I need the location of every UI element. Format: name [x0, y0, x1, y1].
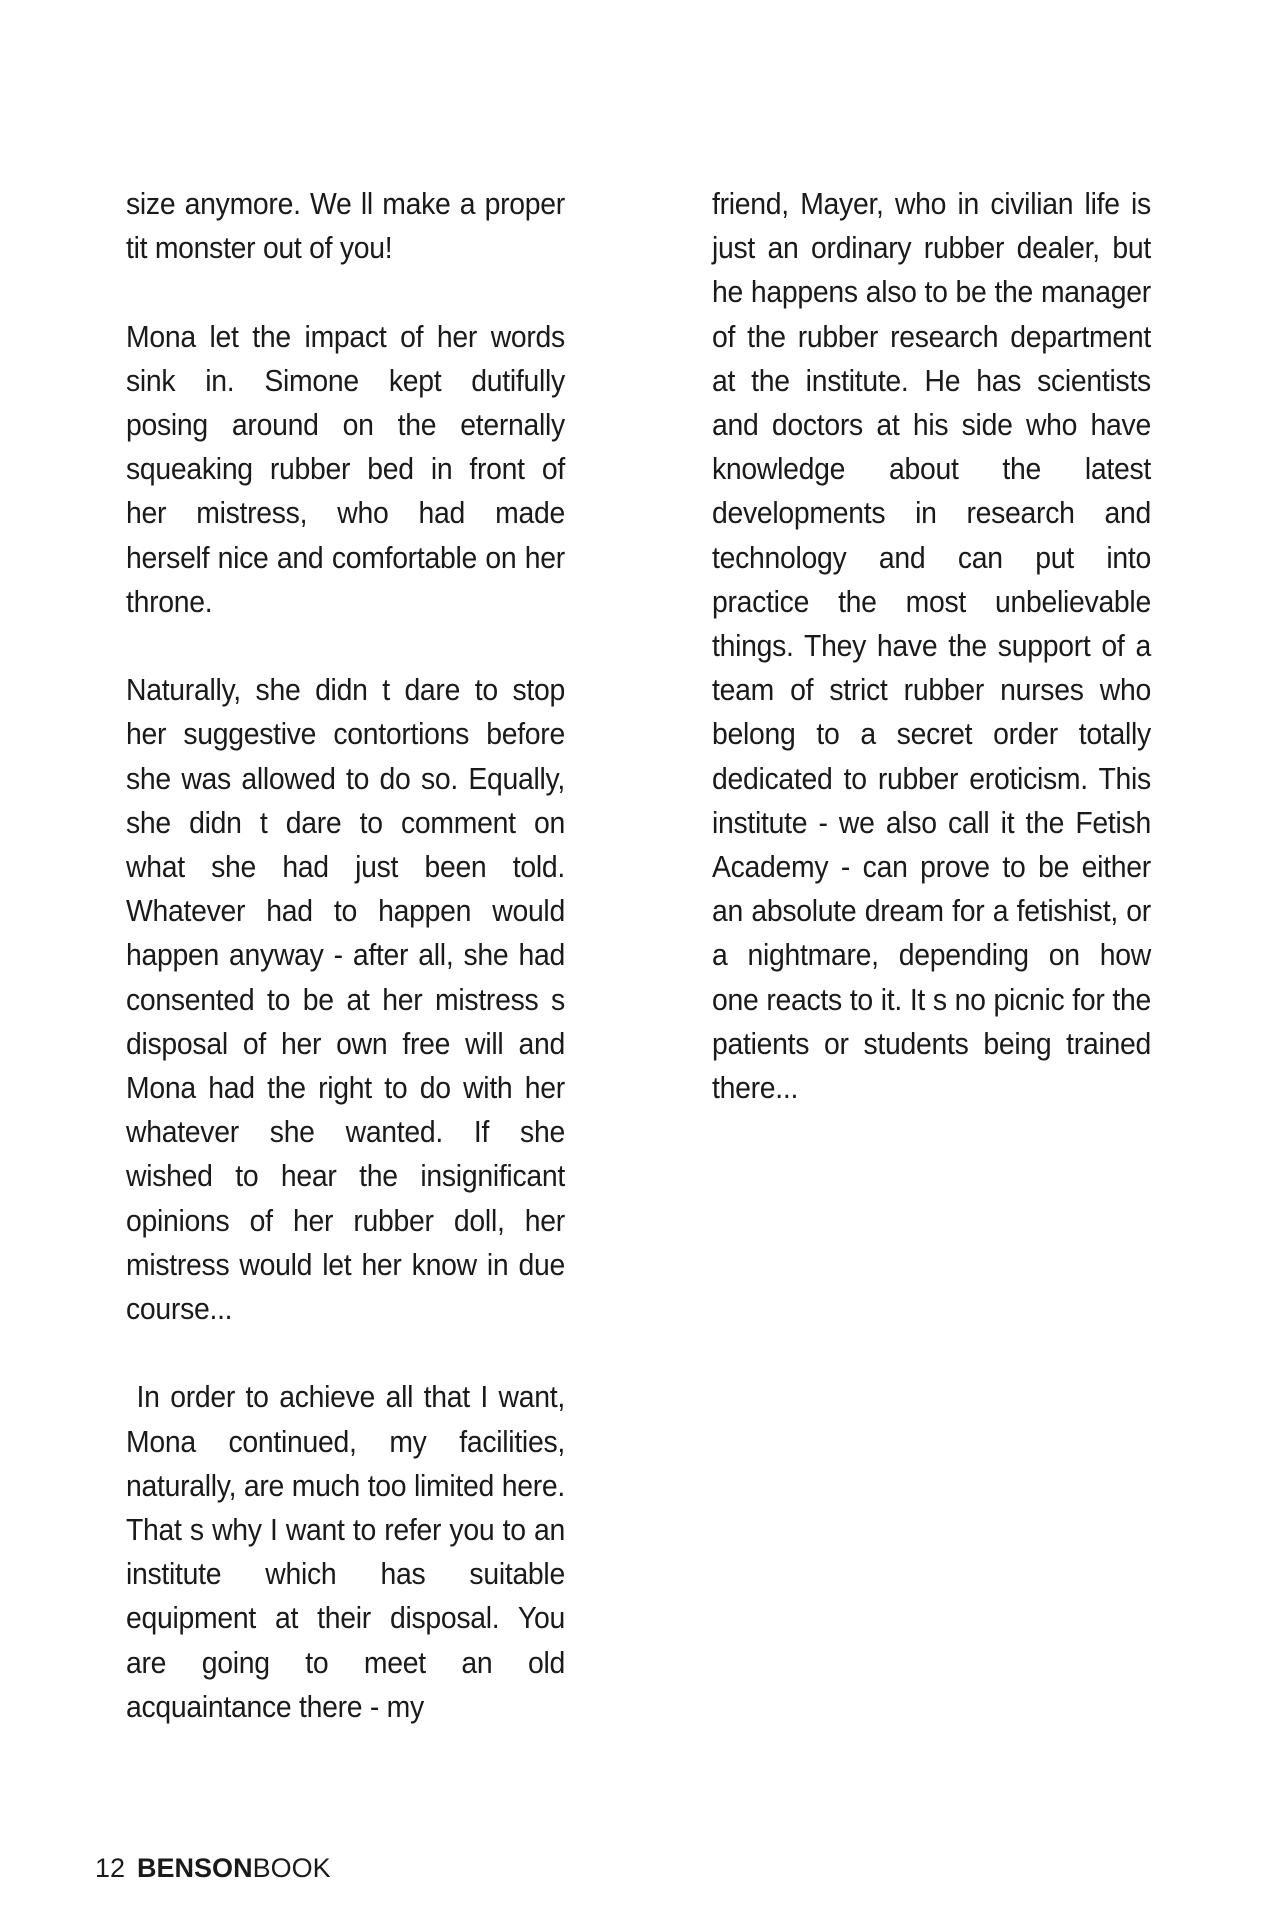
paragraph: Naturally, she didn t dare to stop her suggestive contortions before she was allowed to do so. Equally, she didn t dare to comment on what she had just been told. Whatever had to happen would happen anyway - after all, she had consented to be at her mistress s disposal of her own free will and Mona had the right to do with her whatever she wanted. If she wished to hear the insignificant opinions of her rubber doll, her mistress would let her know in due course... — [126, 673, 565, 1327]
page-number: 12 — [95, 1853, 126, 1883]
page-footer — [95, 1852, 331, 1884]
paragraph: In order to achieve all that I want, Mona continued, my facilities, naturally, are much too limited here. That s why I want to refer you to an institute which has suitable equipment at their disposal. You are going to meet an old acquaintance there - my — [126, 1380, 573, 1724]
publisher-brand-light: BOOK — [252, 1853, 331, 1883]
paragraph: friend, Mayer, who in civilian life is just an ordinary rubber dealer, but he happens also to be the manager of the rubber research department at the institute. He has scientists and doctors at his side who have knowledge about the latest developments in research and technology and can put into practice the most unbelievable things. They have the support of a team of strict rubber nurses who belong to a secret order totally dedicated to rubber eroticism. This institute - we also call it the Fetish Academy - can prove to be either an absolute dream for a fetishist, or a nightmare, depending on how one reacts to it. It s no picnic for the patients or students being trained there... — [712, 187, 1151, 1106]
right-column — [712, 182, 1151, 1110]
publisher-brand-bold: BENSON — [137, 1853, 253, 1883]
left-column — [126, 182, 573, 1729]
paragraph: Mona let the impact of her words sink in. Simone kept dutifully posing around on the eternally squeaking rubber bed in front of her mistress, who had made herself nice and comfortable on her throne. — [126, 319, 565, 619]
paragraph: size anymore. We ll make a proper tit monster out of you! — [126, 187, 565, 266]
